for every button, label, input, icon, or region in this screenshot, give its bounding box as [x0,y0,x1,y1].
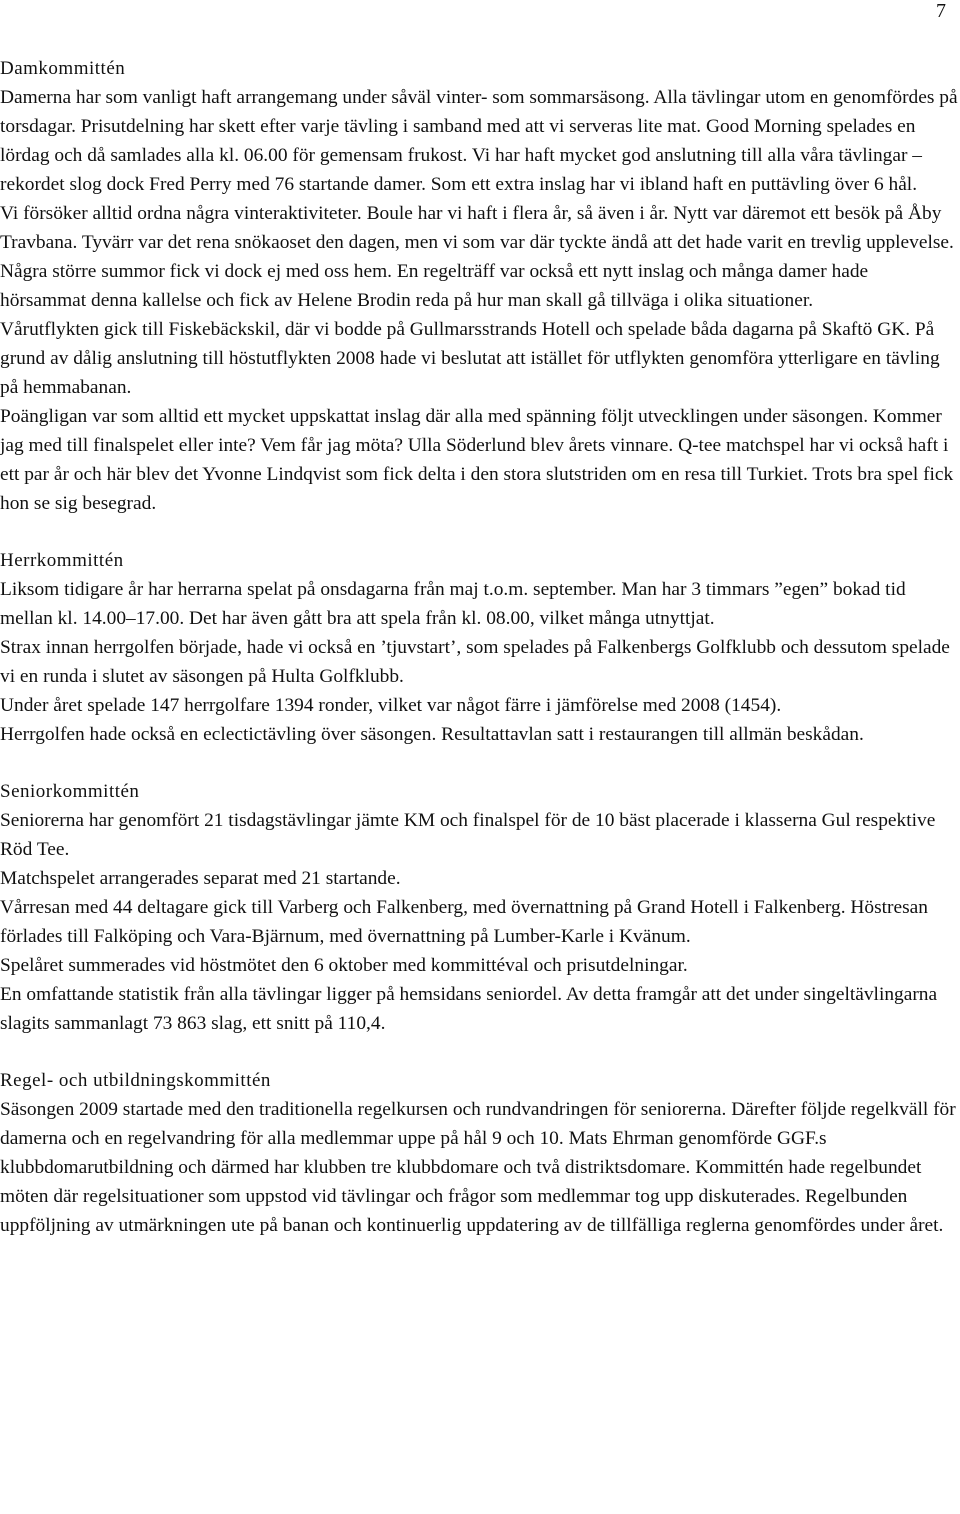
section-regel-och-utbildningskommitten [0,1066,958,1240]
section-heading: Regel- och utbildningskommittén [0,1070,271,1091]
paragraph: Spelåret summerades vid höstmötet den 6 oktober med kommittéval och prisutdelningar. [0,955,688,976]
document-body [0,54,958,1268]
paragraph: En omfattande statistik från alla tävlingar ligger på hemsidans seniordel. Av detta framgår att det under singeltävlingarna slagits sammanlagt 73 863 slag, ett snitt på 110,4. [0,984,938,1034]
paragraph: Vårutflykten gick till Fiskebäckskil, där vi bodde på Gullmarsstrands Hotell och spelade båda dagarna på Skaftö GK. På grund av dålig anslutning till höstutflykten 2008 hade vi beslutat att istället för utflykten genomföra ytterligare en tävling på hemmabanan. [0,319,940,398]
paragraph: Herrgolfen hade också en eclectictävling över säsongen. Resultattavlan satt i restaurangen till allmän beskådan. [0,724,864,745]
paragraph: Vårresan med 44 deltagare gick till Varberg och Falkenberg, med övernattning på Grand Hotell i Falkenberg. Höstresan förlades till Falköping och Vara-Bjärnum, med övernattning på Lumber-Karle i Kvänum. [0,897,928,947]
section-heading: Damkommittén [0,58,126,79]
section-seniorkommitten [0,777,958,1038]
paragraph: Matchspelet arrangerades separat med 21 startande. [0,868,401,889]
paragraph: Poängligan var som alltid ett mycket uppskattat inslag där alla med spänning följt utvecklingen under säsongen. Kommer jag med till finalspelet eller inte? Vem får jag möta? Ulla Söderlund blev årets vinnare. Q-tee matchspel har vi också haft i ett par år och här blev det Yvonne Lindqvist som fick delta i den stora slutstriden om en resa till Turkiet. Trots bra spel fick hon se sig besegrad. [0,406,954,514]
paragraph: Liksom tidigare år har herrarna spelat på onsdagarna från maj t.o.m. september. Man har 3 timmars ”egen” bokad tid mellan kl. 14.00–17.00. Det har även gått bra att spela från kl. 08.00, vilket många utnyttjat. [0,579,906,629]
page-number: 7 [936,0,946,22]
section-heading: Seniorkommittén [0,781,140,802]
paragraph: Under året spelade 147 herrgolfare 1394 ronder, vilket var något färre i jämförelse med 2008 (1454). [0,695,782,716]
paragraph: Seniorerna har genomfört 21 tisdagstävlingar jämte KM och finalspel för de 10 bäst placerade i klasserna Gul respektive Röd Tee. [0,810,936,860]
paragraph: Damerna har som vanligt haft arrangemang under såväl vinter- som sommarsäsong. Alla tävlingar utom en genomfördes på torsdagar. Prisutdelning har skett efter varje tävling i samband med att vi serveras lite mat. Good Morning spelades en lördag och då samlades alla kl. 06.00 för gemensam frukost. Vi har haft mycket god anslutning till alla våra tävlingar – rekordet slog dock Fred Perry med 76 startande damer. Som ett extra inslag har vi ibland haft en puttävling över 6 hål. [0,87,958,195]
section-damkommitten [0,54,958,518]
section-heading: Herrkommittén [0,550,124,571]
paragraph: Strax innan herrgolfen började, hade vi också en ’tjuvstart’, som spelades på Falkenbergs Golfklubb och dessutom spelade vi en runda i slutet av säsongen på Hulta Golfklubb. [0,637,950,687]
paragraph: Vi försöker alltid ordna några vinteraktiviteter. Boule har vi haft i flera år, så även i år. Nytt var däremot ett besök på Åby Travbana. Tyvärr var det rena snökaoset den dagen, men vi som var där tyckte ändå att det hade varit en trevlig upplevelse. Några större summor fick vi dock ej med oss hem. En regelträff var också ett nytt inslag och många damer hade hörsammat denna kallelse och fick av Helene Brodin reda på hur man skall gå tillväga i olika situationer. [0,203,954,311]
section-herrkommitten [0,546,958,749]
paragraph: Säsongen 2009 startade med den traditionella regelkursen och rundvandringen för seniorerna. Därefter följde regelkväll för damerna och en regelvandring för alla medlemmar uppe på hål 9 och 10. Mats Ehrman genomförde GGF.s klubbdomarutbildning och därmed har klubben tre klubbdomare och två distriktsdomare. Kommittén hade regelbundet möten där regelsituationer som uppstod vid tävlingar och frågor som medlemmar tog upp diskuterades. Regelbunden uppföljning av utmärkningen ute på banan och kontinuerlig uppdatering av de tillfälliga reglerna genomfördes under året. [0,1099,956,1236]
